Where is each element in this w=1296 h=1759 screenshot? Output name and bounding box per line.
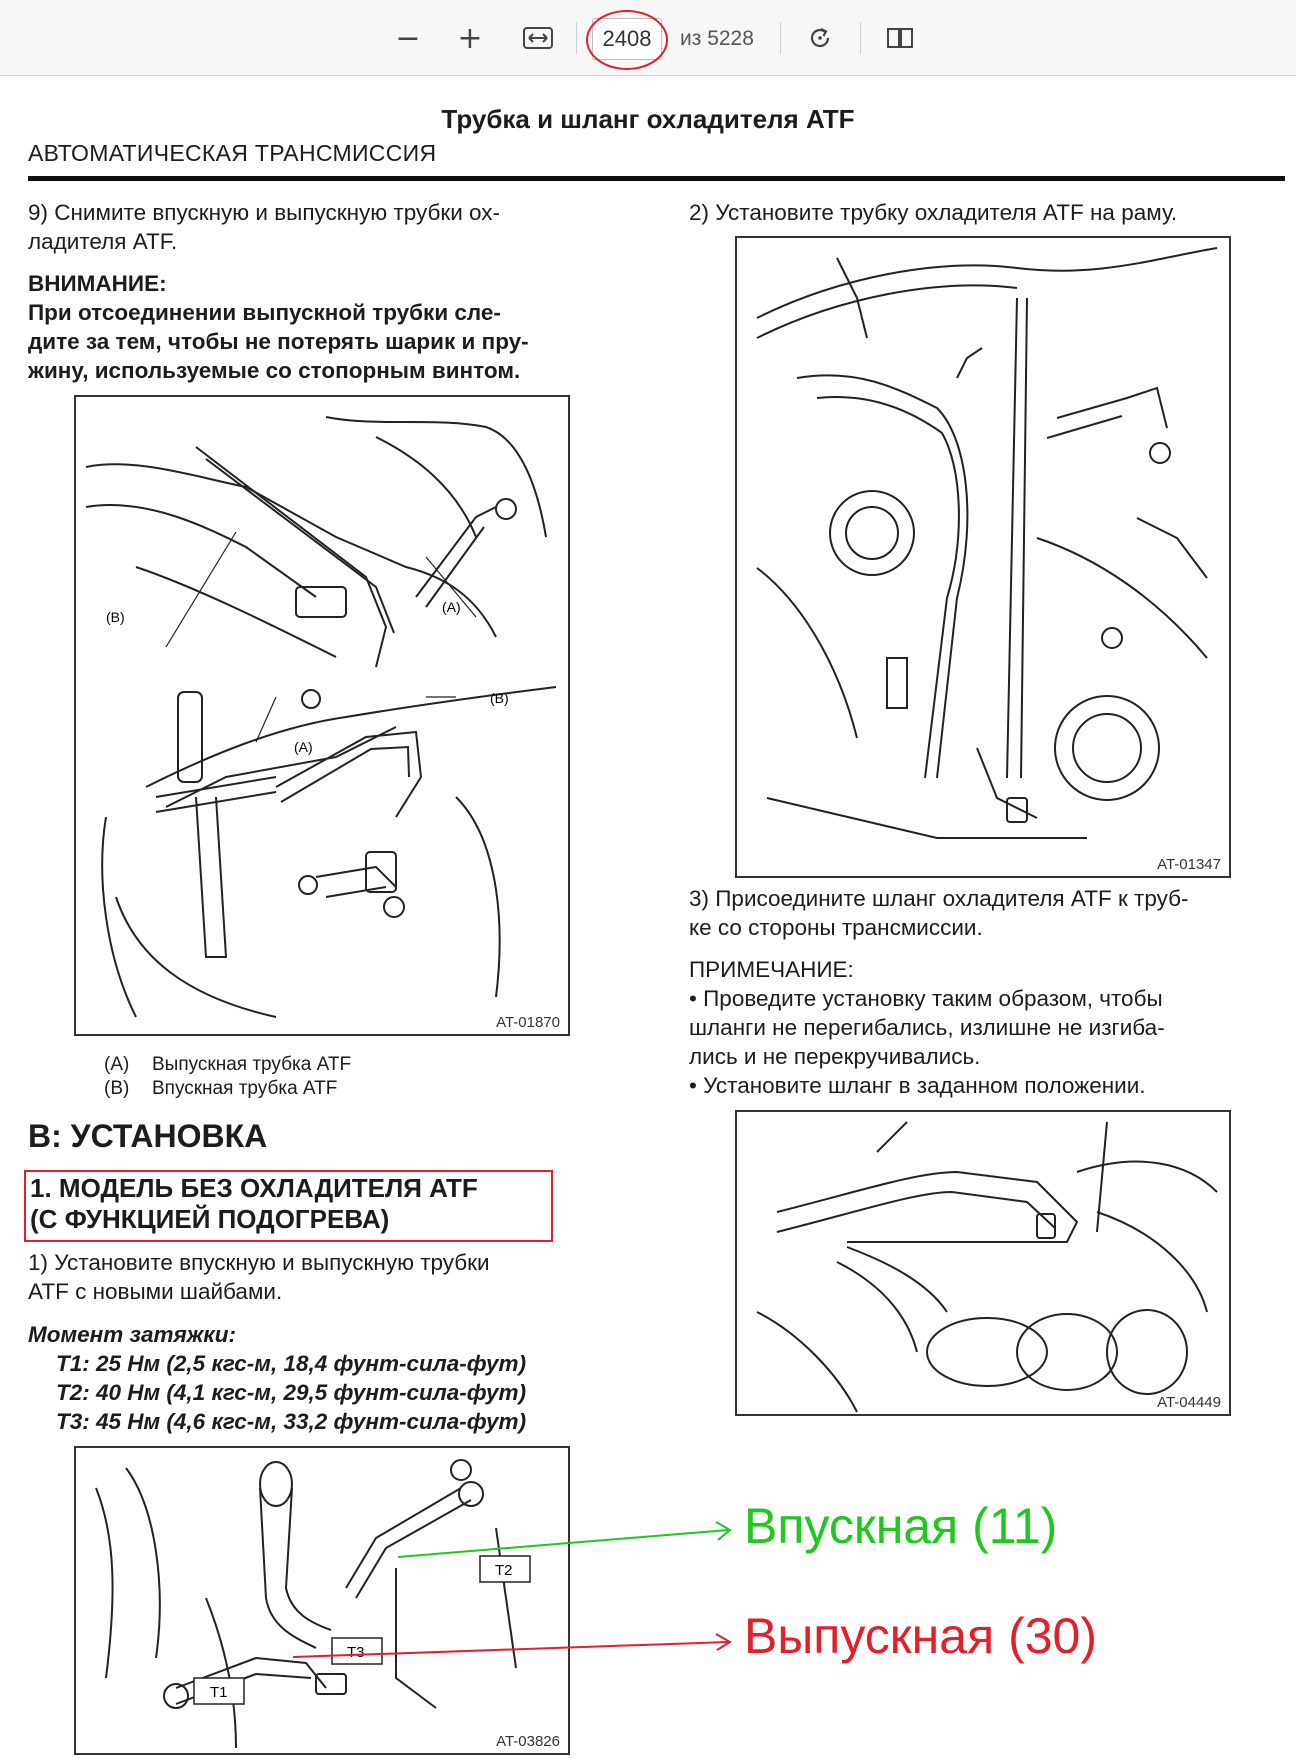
inlet-annotation: Впускная (11) <box>744 1498 1058 1554</box>
legend-key: (B) <box>104 1078 130 1099</box>
model-heading-line: (С ФУНКЦИЕЙ ПОДОГРЕВА) <box>30 1204 390 1234</box>
step-1-line: ATF с новыми шайбами. <box>28 1279 283 1304</box>
fig3-t1-label: T1 <box>210 1684 228 1701</box>
step-3-line: 3) Присоедините шланг охладителя ATF к труб- <box>689 886 1189 911</box>
step-2: 2) Установите трубку охладителя ATF на раму. <box>689 200 1178 225</box>
figure-code: AT-01870 <box>496 1014 560 1031</box>
model-heading-line: 1. МОДЕЛЬ БЕЗ ОХЛАДИТЕЛЯ ATF <box>30 1173 478 1203</box>
fig1-label-b: (B) <box>106 609 125 625</box>
note-line: шланги не перегибались, излишне не изгиба- <box>689 1015 1165 1040</box>
figure-code: AT-03826 <box>496 1733 560 1750</box>
fig1-label-b: (B) <box>490 690 509 706</box>
attention-line: жину, используемые со стопорным винтом. <box>28 358 521 383</box>
figure-code: AT-04449 <box>1157 1394 1221 1411</box>
fig1-label-a: (A) <box>442 599 461 615</box>
torque-t2: T2: 40 Нм (4,1 кгс-м, 29,5 фунт-сила-фут) <box>56 1380 527 1405</box>
outlet-arrow-line <box>293 1642 728 1657</box>
fig3-t3-label: T3 <box>347 1644 365 1661</box>
plus-icon: + <box>457 20 483 56</box>
attention-line: При отсоединении выпускной трубки сле- <box>28 300 501 325</box>
note-heading: ПРИМЕЧАНИЕ: <box>689 957 854 982</box>
attention-heading: ВНИМАНИЕ: <box>28 271 167 296</box>
page-total: из 5228 <box>680 27 754 50</box>
inlet-arrow-line <box>398 1530 728 1557</box>
minus-icon: − <box>395 20 421 56</box>
torque-t1: T1: 25 Нм (2,5 кгс-м, 18,4 фунт-сила-фут) <box>56 1351 527 1376</box>
figure-code: AT-01347 <box>1157 856 1221 873</box>
attention-line: дите за тем, чтобы не потерять шарик и пру- <box>28 329 529 354</box>
note-line: • Установите шланг в заданном положении. <box>689 1073 1146 1098</box>
document-section: АВТОМАТИЧЕСКАЯ ТРАНСМИССИЯ <box>28 140 437 166</box>
legend-value: Выпускная трубка ATF <box>152 1054 352 1075</box>
outlet-annotation: Выпускная (30) <box>744 1608 1097 1664</box>
step-1-line: 1) Установите впускную и выпускную трубки <box>28 1250 490 1275</box>
section-b-heading: B: УСТАНОВКА <box>28 1118 268 1154</box>
legend-value: Впускная трубка ATF <box>152 1078 338 1099</box>
torque-t3: T3: 45 Нм (4,6 кгс-м, 33,2 фунт-сила-фут) <box>56 1409 527 1434</box>
document-title: Трубка и шланг охладителя ATF <box>441 104 855 134</box>
step-9-line: ладителя ATF. <box>28 229 178 254</box>
legend-key: (A) <box>104 1054 130 1075</box>
note-line: • Проведите установку таким образом, чтобы <box>689 986 1163 1011</box>
step-9-line: 9) Снимите впускную и выпускную трубки ох- <box>28 200 501 225</box>
fig3-t2-label: T2 <box>495 1562 513 1579</box>
step-3-line: ке со стороны трансмиссии. <box>689 915 983 940</box>
fig1-label-a: (A) <box>294 739 313 755</box>
note-line: лись и не перекручивались. <box>689 1044 981 1069</box>
page-number-input[interactable]: 2408 <box>592 18 662 60</box>
torque-title: Момент затяжки: <box>28 1322 236 1347</box>
